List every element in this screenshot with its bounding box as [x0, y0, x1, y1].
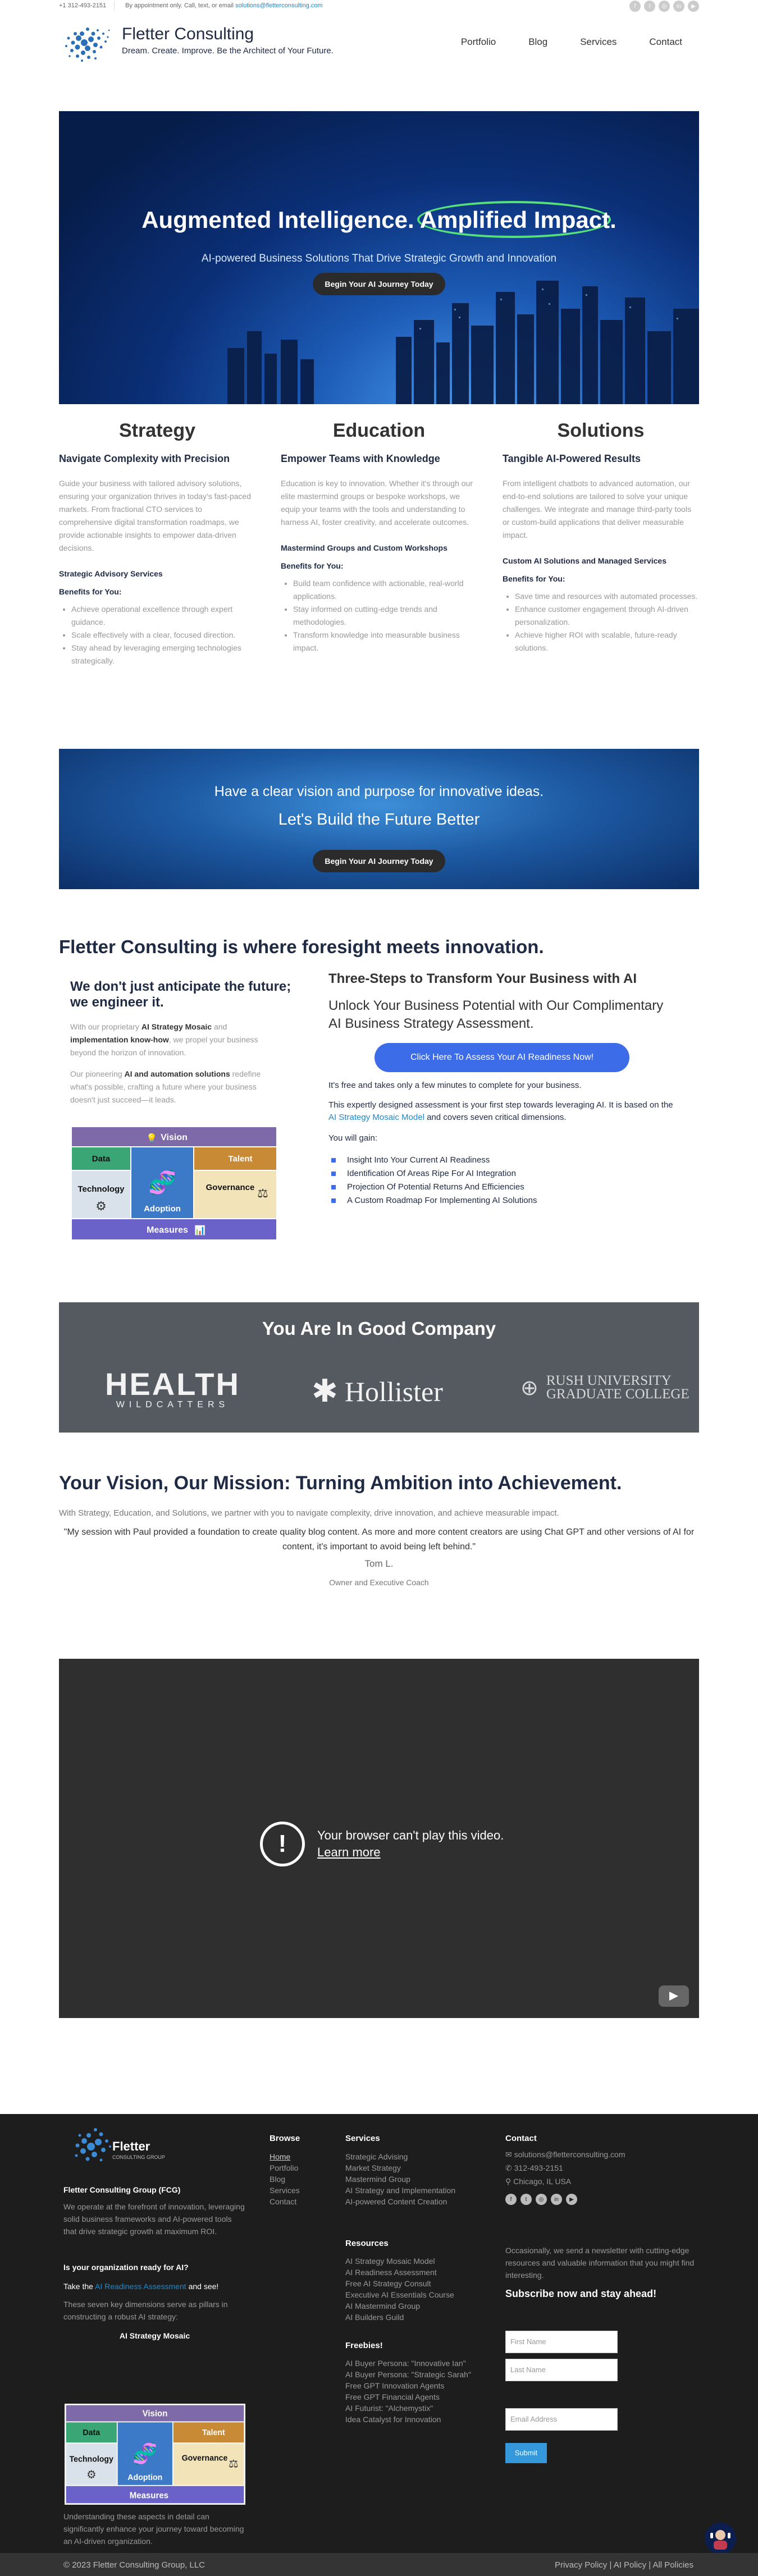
text-span: redefine what's possible, crafting a future where your business doesn't just succeed—it leads.: [70, 1069, 261, 1104]
column-strategy: [59, 420, 255, 667]
footer-resource-link[interactable]: Executive AI Essentials Course: [345, 2290, 454, 2299]
footer-logo-subtext: CONSULTING GROUP: [112, 2154, 165, 2160]
mosaic-model-link[interactable]: AI Strategy Mosaic Model: [328, 1113, 424, 1122]
column-heading: Solutions: [557, 420, 645, 441]
footer-link-portfolio[interactable]: Portfolio: [270, 2163, 299, 2172]
assessment-subheading: Unlock Your Business Potential with Our Complimentary AI Business Strategy Assessment.: [328, 998, 664, 1031]
column-benefits-label: Benefits for You:: [281, 561, 344, 570]
free-text: It's free and takes only a few minutes to complete for your business.: [328, 1081, 582, 1090]
footer-link-blog[interactable]: Blog: [270, 2175, 286, 2184]
benefit-item: • Achieve operational excellence through expert guidance.: [71, 603, 255, 629]
benefit-item: • Save time and resources with automated processes.: [515, 590, 699, 603]
column-education: [281, 420, 477, 655]
column-body: Guide your business with tailored advisory solutions, ensuring your organization thrives in today's fast-paced markets. From fractional CTO services to comprehensive digital transformation roadmaps, we provide actionable insights to empower data-driven decisions.: [59, 479, 251, 552]
banner-line-1: Have a clear vision and purpose for innovative ideas.: [214, 784, 544, 799]
copyright-text: © 2023 Fletter Consulting Group, LLC: [63, 2560, 206, 2570]
gain-list: [331, 1154, 537, 1207]
footer-org-name: Fletter Consulting Group (FCG): [63, 2185, 181, 2194]
twitter-icon[interactable]: t: [644, 1, 655, 12]
rush-seal-icon: ⊕: [520, 1376, 538, 1400]
column-body: Education is key to innovation. Whether it's through our elite mastermind groups or bespoke workshops, we equip your teams with the tools and understanding to harness AI, foster creativity, and accelerate outcomes.: [281, 479, 473, 527]
list-item: Identification Of Areas Ripe For AI Integration: [331, 1167, 537, 1181]
footer-org-body: We operate at the forefront of innovation, leveraging solid business frameworks and AI-powered tools that drive strategic growth at maximum ROI.: [63, 2202, 245, 2236]
mosaic-measures-label: Measures: [147, 1225, 188, 1235]
scales-icon: ⚖: [257, 1186, 268, 1200]
hero-subtitle: AI-powered Business Solutions That Drive Strategic Growth and Innovation: [201, 253, 557, 264]
benefit-item: • Enhance customer engagement through AI-driven personalization.: [515, 603, 699, 629]
column-benefits: [281, 577, 477, 655]
hero-title: Augmented Intelligence. Amplified Impact.: [141, 207, 617, 233]
three-steps-heading: Three-Steps to Transform Your Business with AI: [328, 971, 637, 986]
engineer-heading: We don't just anticipate the future; we engineer it.: [70, 979, 291, 1010]
text-strong: AI and automation solutions: [124, 1069, 230, 1078]
footer-email[interactable]: [505, 2150, 625, 2159]
footer-freebie-link[interactable]: AI Buyer Persona: "Innovative Ian": [345, 2359, 466, 2368]
gear-icon: ⚙: [86, 2469, 97, 2482]
footer-resource-link[interactable]: AI Strategy Mosaic Model: [345, 2257, 435, 2266]
column-benefits: [59, 603, 255, 667]
footer-services-list: [345, 2151, 455, 2207]
footer-freebies-list: [345, 2358, 471, 2425]
text-span: and see!: [186, 2282, 219, 2291]
footer-location: [505, 2177, 571, 2186]
footer-phone-text: 312-493-2151: [514, 2163, 563, 2172]
lightbulb-icon: 💡: [146, 1134, 157, 1143]
footer-freebie-link[interactable]: Idea Catalyst for Innovation: [345, 2415, 441, 2424]
dna-icon: 🧬: [133, 2442, 158, 2465]
mosaic-talent-label: Talent: [228, 1154, 253, 1164]
foresight-heading: Fletter Consulting is where foresight meets innovation.: [59, 936, 544, 957]
text-span: and: [212, 1022, 227, 1031]
footer-bottom-bar: [0, 2553, 758, 2576]
banner-cta-button[interactable]: Begin Your AI Journey Today: [313, 850, 445, 872]
phone-icon: ✆: [505, 2163, 514, 2172]
footer-freebie-link[interactable]: Free GPT Innovation Agents: [345, 2381, 445, 2390]
logo-text: HEALTH: [105, 1366, 240, 1402]
chart-icon: 📊: [194, 1226, 206, 1236]
video-player[interactable]: [59, 1659, 699, 2018]
nav-services[interactable]: Services: [580, 36, 617, 47]
youtube-icon[interactable]: [659, 1985, 689, 2007]
services-columns: [59, 420, 699, 701]
column-subheading: Empower Teams with Knowledge: [281, 453, 440, 464]
footer-logo-text: Fletter: [112, 2139, 150, 2153]
footer-resource-link[interactable]: AI Builders Guild: [345, 2313, 404, 2322]
footer-service-link[interactable]: Mastermind Group: [345, 2175, 410, 2184]
submit-button[interactable]: Submit: [505, 2443, 547, 2463]
health-wildcatters-logo: [105, 1366, 240, 1410]
site-footer: [0, 2114, 758, 2576]
logo-text: GRADUATE COLLEGE: [546, 1387, 689, 1402]
benefit-item: • Scale effectively with a clear, focused direction.: [71, 629, 255, 642]
learn-more-link[interactable]: Learn more: [317, 1845, 381, 1859]
video-error-text: Your browser can't play this video.: [317, 1828, 504, 1842]
footer-browse-list: [270, 2151, 300, 2207]
benefit-item: • Transform knowledge into measurable business impact.: [293, 629, 477, 655]
newsletter-heading: Subscribe now and stay ahead!: [505, 2288, 657, 2299]
client-logos-section: [59, 1302, 699, 1433]
column-solutions: [503, 420, 699, 655]
column-service: Mastermind Groups and Custom Workshops: [281, 543, 448, 552]
footer-about: [63, 2184, 246, 2342]
ai-strategy-mosaic-diagram: [72, 1127, 276, 1239]
chat-assistant-icon[interactable]: [705, 2523, 736, 2554]
nav-contact[interactable]: Contact: [649, 36, 682, 47]
column-heading: Education: [332, 420, 426, 441]
footer-resource-link[interactable]: AI Readiness Assessment: [345, 2268, 437, 2277]
testimonial-role: Owner and Executive Coach: [329, 1578, 429, 1587]
footer-mosaic-title: AI Strategy Mosaic: [119, 2331, 190, 2340]
first-name-field[interactable]: First Name: [505, 2331, 618, 2353]
footer-link-services[interactable]: Services: [270, 2186, 300, 2195]
testimonial-name: Tom L.: [364, 1558, 394, 1569]
column-subheading: Navigate Complexity with Precision: [59, 453, 230, 464]
footer-service-link[interactable]: Strategic Advising: [345, 2152, 408, 2161]
footer-service-link[interactable]: Market Strategy: [345, 2163, 401, 2172]
footer-resources-list: [345, 2255, 454, 2323]
mosaic-adoption-label: Adoption: [144, 1204, 181, 1214]
nav-portfolio[interactable]: Portfolio: [460, 36, 496, 47]
brand-name[interactable]: Fletter Consulting: [122, 25, 254, 43]
mission-heading: Your Vision, Our Mission: Turning Ambition into Achievement.: [59, 1472, 622, 1494]
mission-body: With Strategy, Education, and Solutions, we partner with you to navigate complexity, drive innovation, and achieve measurable impact.: [59, 1508, 559, 1518]
footer-phone[interactable]: [505, 2163, 563, 2173]
logo-text: RUSH UNIVERSITY: [546, 1373, 672, 1388]
footer-freebie-link[interactable]: AI Buyer Persona: "Strategic Sarah": [345, 2370, 471, 2379]
last-name-field[interactable]: Last Name: [505, 2359, 618, 2381]
column-benefits-label: Benefits for You:: [59, 587, 122, 596]
column-service: Strategic Advisory Services: [59, 569, 163, 578]
scales-icon: ⚖: [229, 2458, 239, 2470]
footer-closing-text: Understanding these aspects in detail can significantly enhance your journey toward becoming an AI-driven organization.: [63, 2512, 244, 2546]
mosaic-vision-label: Vision: [142, 2409, 168, 2419]
footer-service-link[interactable]: AI-powered Content Creation: [345, 2197, 448, 2206]
text-span: With our proprietary: [70, 1022, 141, 1031]
mosaic-governance-label: Governance: [181, 2454, 228, 2463]
benefit-item: • Stay informed on cutting-edge trends and methodologies.: [293, 603, 477, 629]
assessment-description: [328, 1099, 677, 1124]
text-span: and covers seven critical dimensions.: [424, 1113, 567, 1122]
email-field[interactable]: Email Address: [505, 2408, 618, 2431]
logo-icon[interactable]: [62, 21, 111, 65]
site-header: [59, 17, 699, 67]
footer-ready-question: Is your organization ready for AI?: [63, 2263, 189, 2272]
mosaic-data-label: Data: [92, 1154, 111, 1164]
cta-banner: [59, 749, 699, 889]
column-body: From intelligent chatbots to advanced automation, our end-to-end solutions are tailored to solve your unique challenges. We integrate and manage third-party tools or custom-build applications that deliver measurable impact.: [503, 479, 691, 539]
hollister-logo: [312, 1373, 443, 1410]
column-subheading: Tangible AI-Powered Results: [503, 453, 641, 464]
footer-link-home[interactable]: Home: [270, 2152, 291, 2161]
youtube-icon[interactable]: ▶: [688, 1, 699, 12]
footer-service-link[interactable]: AI Strategy and Implementation: [345, 2186, 456, 2195]
hollister-cross-icon: ✱: [312, 1374, 338, 1409]
readiness-assessment-link[interactable]: AI Readiness Assessment: [95, 2282, 186, 2291]
top-bar: [59, 0, 699, 12]
text-span: , we propel your business beyond the horizon of innovation.: [70, 1035, 258, 1057]
footer-link-contact[interactable]: Contact: [270, 2197, 297, 2206]
dna-icon: 🧬: [148, 1170, 176, 1195]
instagram-icon[interactable]: ◎: [536, 2194, 547, 2205]
hero-cta-button[interactable]: Begin Your AI Journey Today: [313, 273, 445, 295]
footer-contact-heading: Contact: [505, 2134, 537, 2143]
mosaic-adoption-label: Adoption: [127, 2473, 163, 2482]
footer-services-heading: Services: [345, 2134, 380, 2143]
text-strong: implementation know-how: [70, 1035, 169, 1044]
top-note-text: By appointment only. Call, text, or email: [125, 2, 234, 9]
instagram-icon[interactable]: ◎: [659, 1, 670, 12]
top-divider: [114, 1, 115, 10]
top-social-icons: [629, 1, 699, 12]
facebook-icon[interactable]: f: [505, 2194, 517, 2205]
text-strong: AI Strategy Mosaic: [141, 1022, 212, 1031]
rush-university-logo: [520, 1374, 689, 1401]
footer-freebies-heading: Freebies!: [345, 2341, 383, 2350]
logo-text: Hollister: [344, 1375, 443, 1407]
column-benefits: [503, 590, 699, 655]
footer-location-text: Chicago, IL USA: [513, 2177, 572, 2186]
benefit-item: • Stay ahead by leveraging emerging technologies strategically.: [71, 642, 255, 667]
top-email-link[interactable]: solutions@fletterconsulting.com: [235, 2, 323, 9]
footer-freebie-link[interactable]: Free GPT Financial Agents: [345, 2392, 440, 2401]
mosaic-technology-label: Technology: [77, 1184, 125, 1194]
youtube-icon[interactable]: ▶: [566, 2194, 577, 2205]
linkedin-icon[interactable]: in: [673, 1, 684, 12]
main-nav: [461, 36, 682, 48]
logo-text: WILDCATTERS: [116, 1400, 230, 1410]
mosaic-measures-label: Measures: [129, 2491, 169, 2501]
column-benefits-label: Benefits for You:: [503, 574, 565, 583]
footer-social-icons: [505, 2194, 577, 2205]
text-span: Take the: [63, 2282, 95, 2291]
footer-resource-link[interactable]: Free AI Strategy Consult: [345, 2279, 431, 2288]
gear-icon: ⚙: [95, 1199, 107, 1213]
assess-readiness-button[interactable]: Click Here To Assess Your AI Readiness Now!: [375, 1043, 629, 1072]
mosaic-data-label: Data: [83, 2428, 101, 2437]
footer-logo-icon[interactable]: [67, 2122, 118, 2172]
footer-ready-cta: [63, 2280, 246, 2293]
company-heading: You Are In Good Company: [262, 1318, 496, 1339]
benefit-item: • Achieve higher ROI with scalable, future-ready solutions.: [515, 629, 699, 655]
footer-resources-heading: Resources: [345, 2239, 389, 2248]
nav-blog[interactable]: Blog: [528, 36, 548, 47]
text-span: Our pioneering: [70, 1069, 125, 1078]
footer-mosaic-diagram: [65, 2404, 245, 2505]
mosaic-technology-label: Technology: [69, 2455, 113, 2464]
list-item: Insight Into Your Current AI Readiness: [331, 1154, 537, 1167]
envelope-icon: ✉: [505, 2150, 514, 2159]
benefit-item: • Build team confidence with actionable, real-world applications.: [293, 577, 477, 603]
banner-line-2: Let's Build the Future Better: [278, 811, 480, 829]
brand-tagline: Dream. Create. Improve. Be the Architect of Your Future.: [122, 46, 334, 56]
mosaic-talent-label: Talent: [202, 2428, 225, 2437]
footer-freebie-link[interactable]: AI Futurist: "Alchemystix": [345, 2404, 433, 2413]
column-service: Custom AI Solutions and Managed Services: [503, 556, 666, 565]
list-item: A Custom Roadmap For Implementing AI Solutions: [331, 1194, 537, 1207]
location-pin-icon: ⚲: [505, 2177, 514, 2186]
column-heading: Strategy: [118, 420, 196, 441]
footer-resource-link[interactable]: AI Mastermind Group: [345, 2302, 421, 2310]
text-span: This expertly designed assessment is your first step towards leveraging AI. It is based on the: [328, 1100, 673, 1110]
top-contact-note: [125, 2, 323, 9]
gain-label: You will gain:: [328, 1133, 378, 1143]
footer-dimensions-text: These seven key dimensions serve as pillars in constructing a robust AI strategy:: [63, 2300, 228, 2321]
footer-email-text: solutions@fletterconsulting.com: [514, 2150, 625, 2159]
mosaic-governance-label: Governance: [206, 1183, 255, 1192]
list-item: Projection Of Potential Returns And Efficiencies: [331, 1181, 537, 1194]
top-phone[interactable]: +1 312-493-2151: [59, 2, 107, 9]
video-error-message: [260, 1822, 504, 1866]
mosaic-paragraph: [70, 1021, 281, 1059]
linkedin-icon[interactable]: in: [551, 2194, 562, 2205]
newsletter-text: Occasionally, we send a newsletter with cutting-edge resources and valuable information that you might find interesting.: [505, 2246, 695, 2280]
alert-icon: !: [260, 1822, 305, 1866]
testimonial-quote: "My session with Paul provided a foundation to create quality blog content. As more and more content creators are using Chat GPT and other versions of AI for content, it's important to avoid being left behind.": [63, 1527, 695, 1552]
facebook-icon[interactable]: f: [629, 1, 641, 12]
twitter-icon[interactable]: t: [520, 2194, 532, 2205]
footer-browse-heading: Browse: [270, 2134, 300, 2143]
mosaic-vision-label: Vision: [161, 1133, 188, 1142]
policy-links[interactable]: Privacy Policy | AI Policy | All Policies: [554, 2560, 693, 2570]
solutions-paragraph: [70, 1068, 281, 1106]
hero-section: [59, 111, 699, 404]
